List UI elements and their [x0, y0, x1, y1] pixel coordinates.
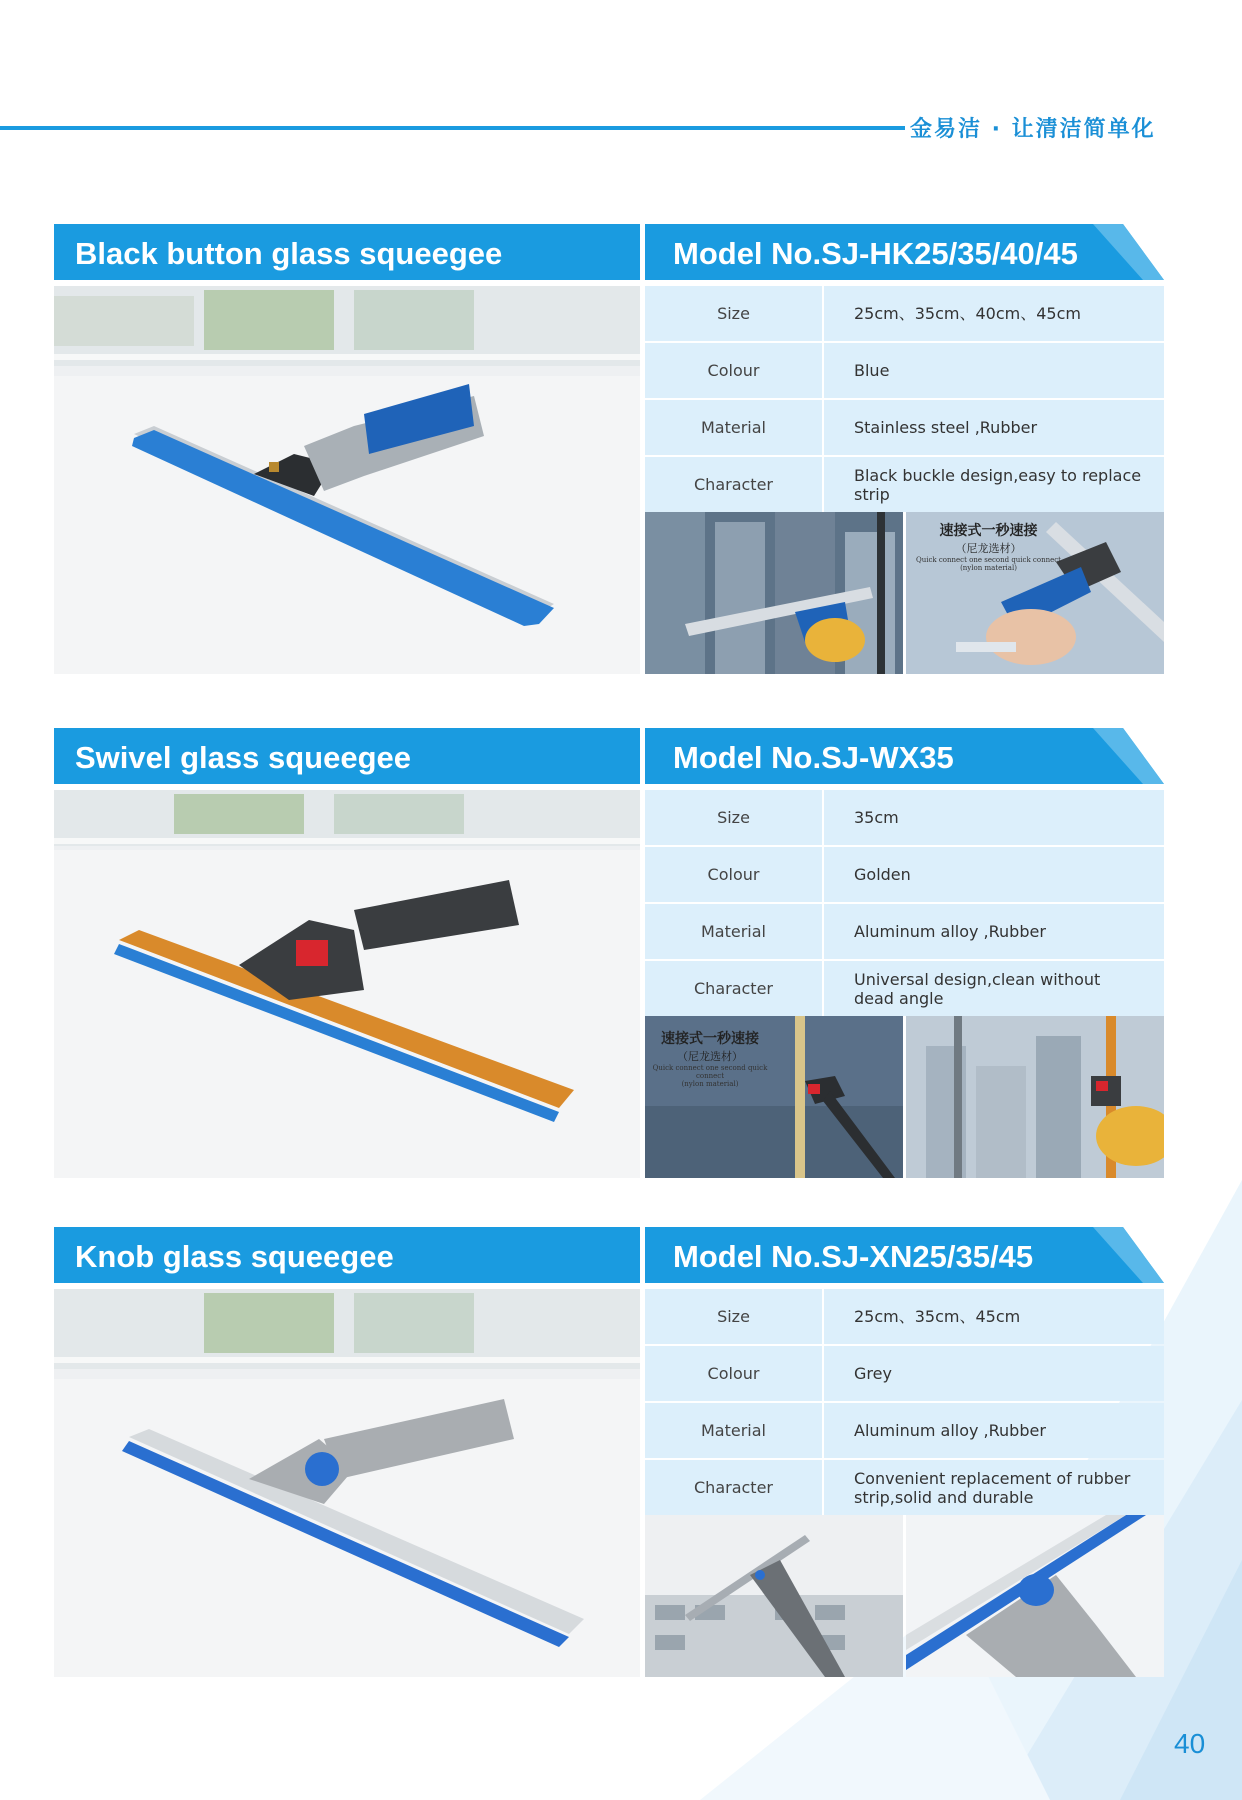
- spec-label: Size: [645, 286, 822, 341]
- spec-row-material: [645, 400, 1164, 455]
- spec-table: [645, 790, 1164, 1018]
- spec-row-size: [645, 790, 1164, 845]
- spec-value: Aluminum alloy ,Rubber: [824, 904, 1164, 959]
- spec-label: Character: [645, 457, 822, 512]
- photo-caption: [645, 1028, 775, 1088]
- product-title: Black button glass squeegee: [75, 236, 503, 271]
- spec-row-material: [645, 904, 1164, 959]
- spec-label: Character: [645, 961, 822, 1016]
- spec-value: 35cm: [824, 790, 1164, 845]
- spec-label: Size: [645, 790, 822, 845]
- model-bar: [645, 1227, 1164, 1283]
- usage-photos: [645, 1515, 1164, 1677]
- model-bar: [645, 224, 1164, 280]
- usage-photo-building: [645, 1515, 903, 1677]
- caption-en-sub: (nylon material): [960, 564, 1017, 572]
- product-photo: [54, 790, 640, 1178]
- spec-value: Golden: [824, 847, 1164, 902]
- spec-table: [645, 286, 1164, 514]
- spec-label: Material: [645, 1403, 822, 1458]
- spec-value: Universal design,clean without dead angle: [824, 961, 1164, 1016]
- caption-en: Quick connect one second quick connect: [916, 556, 1061, 564]
- product-photo: [54, 286, 640, 674]
- usage-photo-window: [906, 1016, 1164, 1178]
- spec-value: Black buckle design,easy to replace strip: [824, 457, 1164, 512]
- spec-row-character: [645, 1460, 1164, 1515]
- usage-photo-window: [645, 512, 903, 674]
- spec-label: Character: [645, 1460, 822, 1515]
- spec-value: Blue: [824, 343, 1164, 398]
- spec-value: Aluminum alloy ,Rubber: [824, 1403, 1164, 1458]
- usage-photos: [645, 1016, 1164, 1178]
- usage-photo-closeup: [906, 1515, 1164, 1677]
- usage-photos: [645, 512, 1164, 674]
- spec-label: Colour: [645, 847, 822, 902]
- spec-value: Convenient replacement of rubber strip,solid and durable: [824, 1460, 1164, 1515]
- spec-row-colour: [645, 847, 1164, 902]
- product-title: Swivel glass squeegee: [75, 740, 412, 775]
- model-bar: [645, 728, 1164, 784]
- spec-row-colour: [645, 343, 1164, 398]
- spec-row-size: [645, 1289, 1164, 1344]
- product-photo: [54, 1289, 640, 1677]
- spec-value: 25cm、35cm、40cm、45cm: [824, 286, 1164, 341]
- model-number: Model No.SJ-HK25/35/40/45: [673, 236, 1078, 271]
- model-number: Model No.SJ-WX35: [673, 740, 954, 775]
- spec-value: 25cm、35cm、45cm: [824, 1289, 1164, 1344]
- spec-row-size: [645, 286, 1164, 341]
- usage-photo-handle: [906, 512, 1164, 674]
- caption-en-sub: (nylon material): [681, 1080, 739, 1088]
- spec-row-material: [645, 1403, 1164, 1458]
- spec-label: Colour: [645, 343, 822, 398]
- spec-table: [645, 1289, 1164, 1517]
- spec-label: Material: [645, 904, 822, 959]
- model-number: Model No.SJ-XN25/35/45: [673, 1239, 1034, 1274]
- page-number: 40: [1174, 1728, 1206, 1759]
- spec-value: Stainless steel ,Rubber: [824, 400, 1164, 455]
- spec-label: Material: [645, 400, 822, 455]
- product-title-bar: [54, 224, 640, 280]
- spec-label: Colour: [645, 1346, 822, 1401]
- product-section-2: [54, 728, 1164, 1178]
- caption-cn-sub: （尼龙选材）: [955, 542, 1022, 555]
- photo-caption: [906, 520, 1071, 572]
- product-title-bar: [54, 1227, 640, 1283]
- spec-row-character: [645, 457, 1164, 512]
- caption-cn: 速接式一秒速接: [939, 523, 1038, 539]
- product-section-1: [54, 224, 1164, 674]
- caption-en: Quick connect one second quick connect: [652, 1064, 768, 1080]
- product-title-bar: [54, 728, 640, 784]
- usage-photo-glass: [645, 1016, 903, 1178]
- brand-slogan: 金易洁 · 让清洁简单化: [910, 117, 1156, 142]
- spec-label: Size: [645, 1289, 822, 1344]
- header-rule: [0, 126, 905, 130]
- product-title: Knob glass squeegee: [75, 1239, 394, 1274]
- caption-cn-sub: （尼龙选材）: [677, 1050, 743, 1063]
- spec-row-character: [645, 961, 1164, 1016]
- spec-value: Grey: [824, 1346, 1164, 1401]
- caption-cn: 速接式一秒速接: [661, 1031, 759, 1047]
- spec-row-colour: [645, 1346, 1164, 1401]
- product-section-3: [54, 1227, 1164, 1677]
